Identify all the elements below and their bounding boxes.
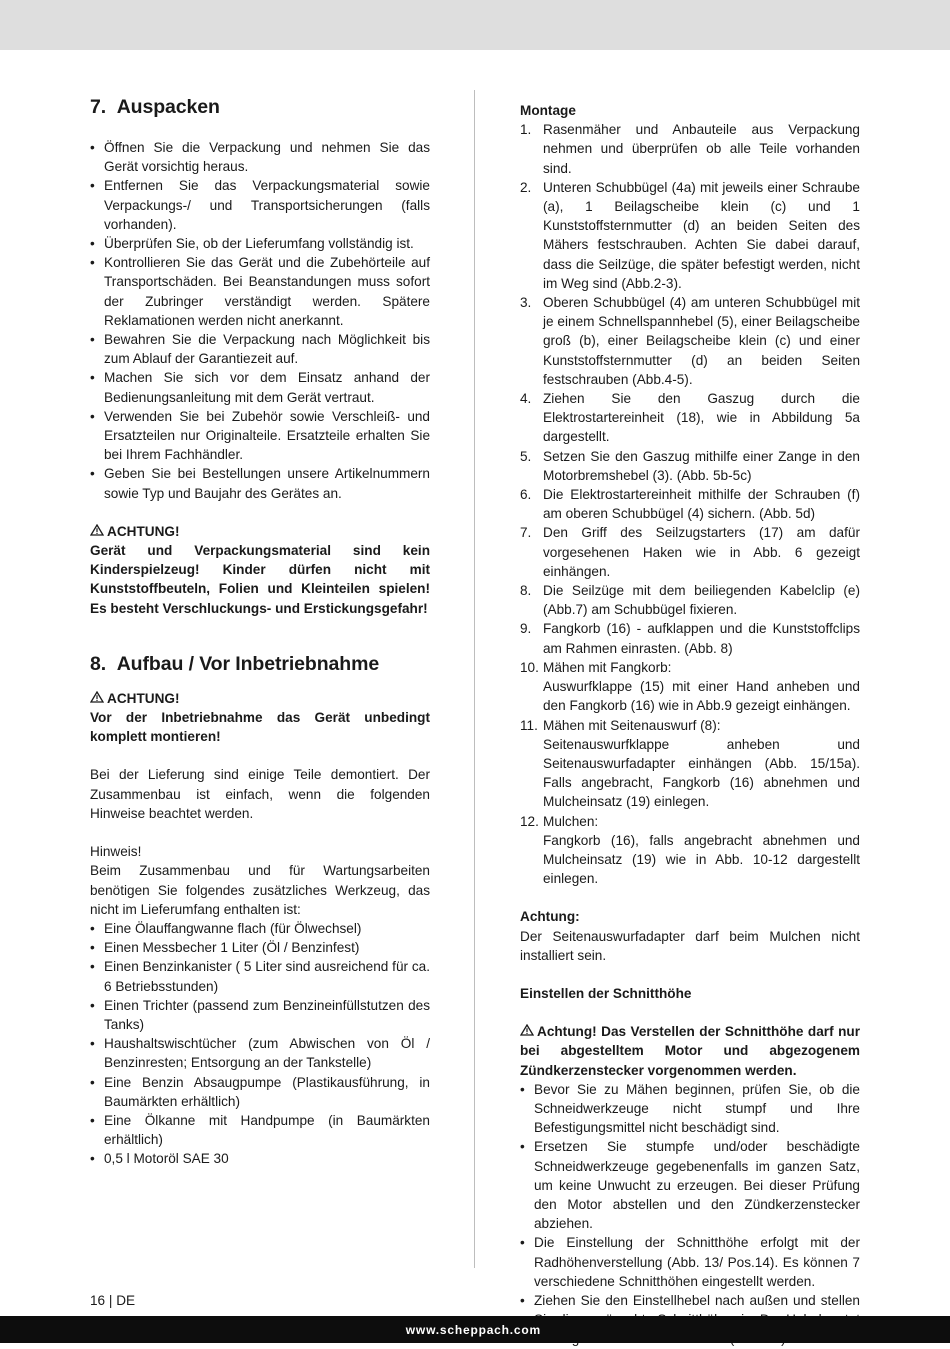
step-item	[520, 389, 860, 447]
step-item	[520, 812, 860, 889]
list-item: • Haushaltswischtücher (zum Abwischen von Öl / Benzinresten; Entsorgung an der Tankstelle)	[90, 1034, 430, 1072]
step-item	[520, 619, 860, 657]
list-item: • Einen Messbecher 1 Liter (Öl / Benzinfest)	[90, 938, 430, 957]
intro-paragraph: Bei der Lieferung sind einige Teile demontiert. Der Zusammenbau ist einfach, wenn die folgenden Hinweise beachtet werden.	[90, 767, 430, 821]
list-item: • Ersetzen Sie stumpfe und/oder beschädigte Schneidwerkzeuge gegebenenfalls im ganzen Satz, um keine Unwucht zu erzeugen. Bei dieser Prüfung den Motor abstellen und den Zündkerzenstecker abziehen.	[520, 1137, 860, 1233]
step-text: Die Seilzüge mit dem beiliegenden Kabelclip (e) (Abb.7) am Schubbügel fixieren.	[543, 583, 860, 618]
section-7-title: 7. Auspacken	[90, 96, 220, 118]
step-item	[520, 716, 860, 812]
footer-bar	[0, 1316, 950, 1343]
warning-heading	[90, 522, 430, 541]
step-number: 11.	[520, 717, 538, 733]
header-bar	[0, 0, 950, 50]
step-number: 12.	[520, 813, 539, 829]
step-text: Den Griff des Seilzugstarters (17) am dafür vorgesehenen Haken wie in Abb. 6 gezeigt einhängen.	[543, 525, 860, 579]
cut-warning-text: Achtung! Das Verstellen der Schnitthöhe darf nur bei abgestelltem Motor und abgezogenem Zündkerzenstecker vorgenommen werden.	[520, 1024, 860, 1078]
step-item	[520, 523, 860, 581]
list-item: • Kontrollieren Sie das Gerät und die Zubehörteile auf Transportschäden. Bei Beanstandungen muss sofort der Zubringer verständigt werden. Spätere Reklamationen werden nicht anerkannt.	[90, 253, 430, 330]
step-number: 9.	[520, 621, 532, 637]
warning-title: ACHTUNG!	[107, 523, 180, 539]
step-text: Oberen Schubbügel (4) am unteren Schubbügel mit je einem Schnellspannhebel (5), einer Beilagscheibe groß (b), einer Beilagscheibe klein (c) und einer Kunststoffsternmutter (d) an beiden Seiten festschrauben (Abb.4-5).	[543, 295, 860, 387]
website-link[interactable]: www.scheppach.com	[405, 1323, 541, 1337]
list-item: • Die Einstellung der Schnitthöhe erfolgt mit der Radhöhenverstellung (Abb. 13/ Pos.14). Es können 7 verschiedene Schnitthöhen eingestellt werden.	[520, 1233, 860, 1291]
list-item: • Geben Sie bei Bestellungen unsere Artikelnummern sowie Typ und Baujahr des Gerätes an.	[90, 464, 430, 502]
achtung-label: Achtung:	[520, 909, 580, 925]
warning-text: Vor der Inbetriebnahme das Gerät unbedingt komplett montieren!	[90, 710, 430, 745]
achtung-text: Der Seitenauswurfadapter darf beim Mulchen nicht installiert sein.	[520, 928, 860, 963]
step-number: 10.	[520, 659, 539, 675]
page-number: 16 | DE	[90, 1293, 136, 1308]
list-item: • 0,5 l Motoröl SAE 30	[90, 1149, 430, 1168]
warning-triangle-icon	[90, 689, 104, 708]
list-item: • Einen Trichter (passend zum Benzineinfüllstutzen des Tanks)	[90, 996, 430, 1034]
step-text: Die Elektrostartereinheit mithilfe der Schrauben (f) am oberen Schubbügel (4) sichern. (Abb. 5d)	[543, 487, 860, 522]
left-column	[90, 94, 430, 1169]
list-item: • Ziehen Sie den Einstellhebel nach außen und stellen	[520, 1291, 860, 1349]
list-item: • Öffnen Sie die Verpackung und nehmen Sie das Gerät vorsichtig heraus.	[90, 138, 430, 176]
column-divider	[474, 90, 475, 1268]
step-number: 7.	[520, 525, 532, 541]
list-item: • Bewahren Sie die Verpackung nach Möglichkeit bis zum Ablauf der Garantiezeit auf.	[90, 330, 430, 368]
step-item	[520, 658, 860, 716]
step-text: Mähen mit Fangkorb: Auswurfklappe (15) mit einer Hand anheben und den Fangkorb (16) wie in Abb.9 gezeigt einhängen.	[543, 659, 860, 714]
list-item: • Einen Benzinkanister ( 5 Liter sind ausreichend für ca. 6 Betriebsstunden)	[90, 957, 430, 995]
montage-title: Montage	[520, 103, 576, 118]
step-number: 4.	[520, 391, 532, 407]
step-number: 1.	[520, 122, 532, 138]
step-number: 6.	[520, 487, 532, 503]
list-item: • Eine Ölauffangwanne flach (für Ölwechsel)	[90, 919, 430, 938]
step-item	[520, 581, 860, 619]
list-item: • Verwenden Sie bei Zubehör sowie Verschleiß- und Ersatzteilen nur Originalteile. Ersatzteile erhalten Sie bei Ihrem Fachhändler.	[90, 407, 430, 465]
tools-list	[90, 919, 430, 1169]
list-item: • Entfernen Sie das Verpackungsmaterial sowie Verpackungs-/ und Transportsicherungen (falls vorhanden).	[90, 176, 430, 234]
warning-triangle-icon	[90, 522, 104, 541]
list-item: • Eine Benzin Absaugpumpe (Plastikausführung, in Baumärkten erhältlich)	[90, 1073, 430, 1111]
step-number: 2.	[520, 179, 532, 195]
list-item: • Eine Ölkanne mit Handpumpe (in Baumärkten erhältlich)	[90, 1111, 430, 1149]
warning-heading	[90, 689, 430, 708]
unpacking-list	[90, 138, 430, 503]
cut-height-warning	[520, 1022, 860, 1080]
step-text: Mähen mit Seitenauswurf (8): Seitenauswurfklappe anheben und Seitenauswurfadapter einhängen (Abb. 15/15a). Falls angebracht, Fangkorb (16) abnehmen und Mulcheinsatz (19) einlegen.	[543, 717, 860, 810]
section-8-title: 8. Aufbau / Vor Inbetriebnahme	[90, 652, 380, 675]
cut-height-title: Einstellen der Schnitthöhe	[520, 985, 692, 1001]
step-item	[520, 485, 860, 523]
list-item: • Bevor Sie zu Mähen beginnen, prüfen Sie, ob die Schneidwerkzeuge nicht stumpf und Ihre Befestigungsmittel nicht beschädigt sind.	[520, 1080, 860, 1138]
hint-label: Hinweis!	[90, 844, 142, 860]
warning-triangle-icon	[520, 1022, 534, 1041]
assembly-steps	[520, 120, 860, 888]
hint-text: Beim Zusammenbau und für Wartungsarbeiten benötigen Sie folgendes zusätzliches Werkzeug, das nicht im Lieferumfang enthalten ist:	[90, 863, 430, 917]
step-number: 8.	[520, 583, 532, 599]
warning-title: ACHTUNG!	[107, 690, 180, 706]
step-text: Unteren Schubbügel (4a) mit jeweils einer Schraube (a), 1 Beilagscheibe klein (c) und 1 Kunststoffsternmutter (d) an beiden Seiten des Mähers festschrauben. Achten Sie dabei darauf, dass die Seilzüge, die später befestigt werden, nicht im Weg sind (Abb.2-3).	[543, 179, 860, 291]
step-text: Fangkorb (16) - aufklappen und die Kunststoffclips am Rahmen einrasten. (Abb. 8)	[543, 621, 860, 656]
right-column	[520, 101, 860, 1349]
step-number: 5.	[520, 448, 532, 464]
warning-text: Gerät und Verpackungsmaterial sind kein Kinderspielzeug! Kinder dürfen nicht mit Kunststoffbeuteln, Folien und Kleinteilen spielen! Es besteht Verschluckungs- und Erstickungsgefahr!	[90, 543, 430, 616]
step-text: Ziehen Sie den Gaszug durch die Elektrostartereinheit (18), wie in Abbildung 5a dargestellt.	[543, 391, 860, 445]
list-item: • Machen Sie sich vor dem Einsatz anhand der Bedienungsanleitung mit dem Gerät vertraut.	[90, 368, 430, 406]
cut-height-list	[520, 1080, 860, 1349]
step-number: 3.	[520, 295, 532, 311]
step-item	[520, 178, 860, 293]
list-item: • Überprüfen Sie, ob der Lieferumfang vollständig ist.	[90, 234, 430, 253]
step-item	[520, 447, 860, 485]
step-text: Mulchen: Fangkorb (16), falls angebracht abnehmen und Mulcheinsatz (19) wie in Abb. 10-12 dargestellt einlegen.	[543, 813, 860, 887]
step-text: Setzen Sie den Gaszug mithilfe einer Zange in den Motorbremshebel (3). (Abb. 5b-5c)	[543, 448, 860, 483]
step-item	[520, 120, 860, 178]
step-item	[520, 293, 860, 389]
step-text: Rasenmäher und Anbauteile aus Verpackung nehmen und überprüfen ob alle Teile vorhanden sind.	[543, 122, 860, 176]
